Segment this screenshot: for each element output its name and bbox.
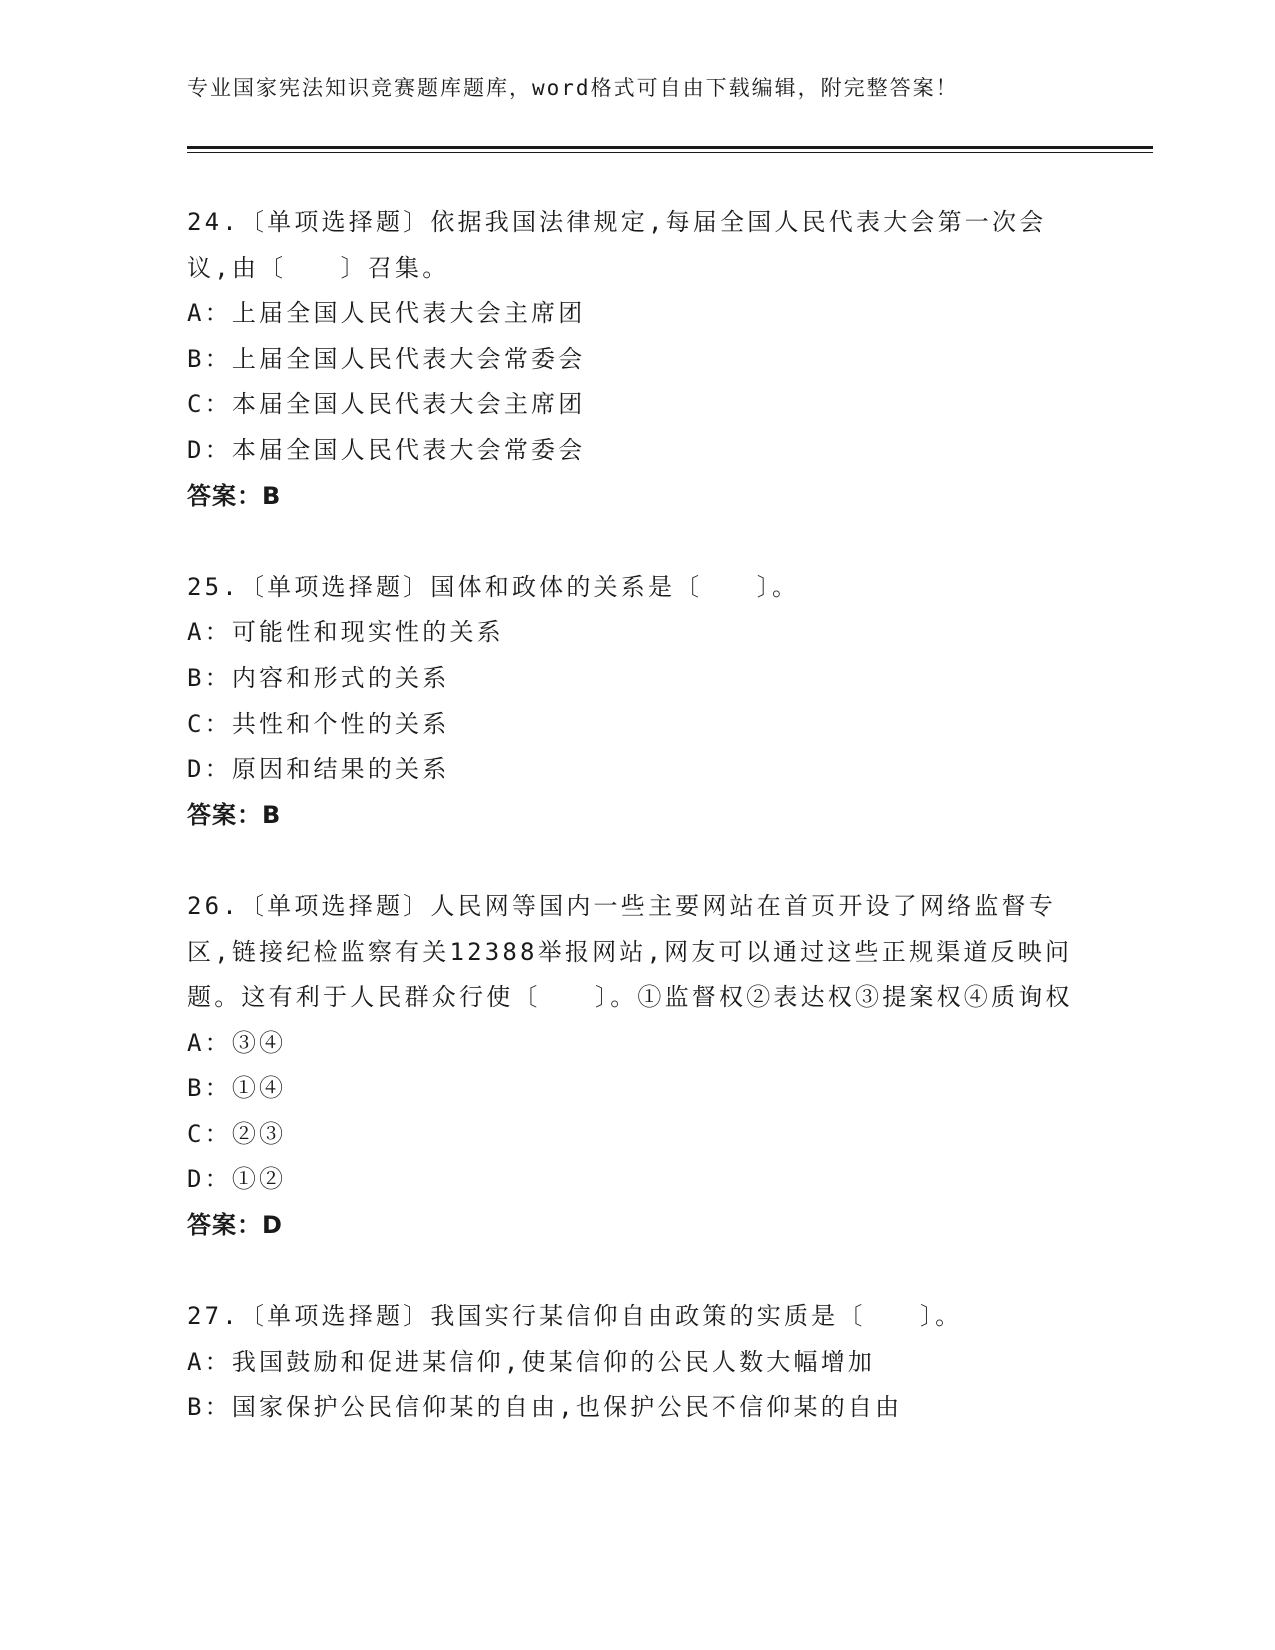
question-24: [187, 200, 1087, 519]
option-c: C：②③: [187, 1119, 287, 1148]
option-a: A：上届全国人民代表大会主席团: [187, 299, 586, 328]
question-list: [187, 200, 1087, 1477]
option-d: D：①②: [187, 1165, 287, 1194]
answer: 答案：B: [187, 800, 282, 829]
page-header: 专业国家宪法知识竞赛题库题库，word格式可自由下载编辑，附完整答案！: [187, 76, 959, 100]
answer: 答案：D: [187, 1211, 283, 1240]
option-b: B：上届全国人民代表大会常委会: [187, 344, 586, 373]
question-stem: 27.〔单项选择题〕我国实行某信仰自由政策的实质是〔 〕。: [187, 1302, 963, 1331]
option-a: A：③④: [187, 1028, 287, 1057]
option-c: C：本届全国人民代表大会主席团: [187, 390, 586, 419]
header-rule-thin: [187, 152, 1153, 153]
option-b: B：内容和形式的关系: [187, 663, 450, 692]
option-b: B：国家保护公民信仰某的自由,也保护公民不信仰某的自由: [187, 1393, 903, 1422]
question-stem: 25.〔单项选择题〕国体和政体的关系是〔 〕。: [187, 572, 800, 601]
question-27: [187, 1294, 1087, 1431]
question-25: [187, 565, 1087, 839]
question-26: [187, 884, 1087, 1249]
answer: 答案：B: [187, 481, 282, 510]
option-d: D：本届全国人民代表大会常委会: [187, 435, 586, 464]
option-b: B：①④: [187, 1074, 287, 1103]
option-a: A：可能性和现实性的关系: [187, 618, 504, 647]
option-a: A：我国鼓励和促进某信仰,使某信仰的公民人数大幅增加: [187, 1347, 876, 1376]
question-stem: 26.〔单项选择题〕人民网等国内一些主要网站在首页开设了网络监督专区,链接纪检监察有关12388举报网站,网友可以通过这些正规渠道反映问题。这有利于人民群众行使〔 〕。①监督权②表达权③提案权④质询权: [187, 891, 1073, 1012]
option-c: C：共性和个性的关系: [187, 709, 450, 738]
header-rule-thick: [187, 146, 1153, 149]
option-d: D：原因和结果的关系: [187, 755, 450, 784]
question-stem: 24.〔单项选择题〕依据我国法律规定,每届全国人民代表大会第一次会议,由〔 〕召集。: [187, 208, 1047, 282]
